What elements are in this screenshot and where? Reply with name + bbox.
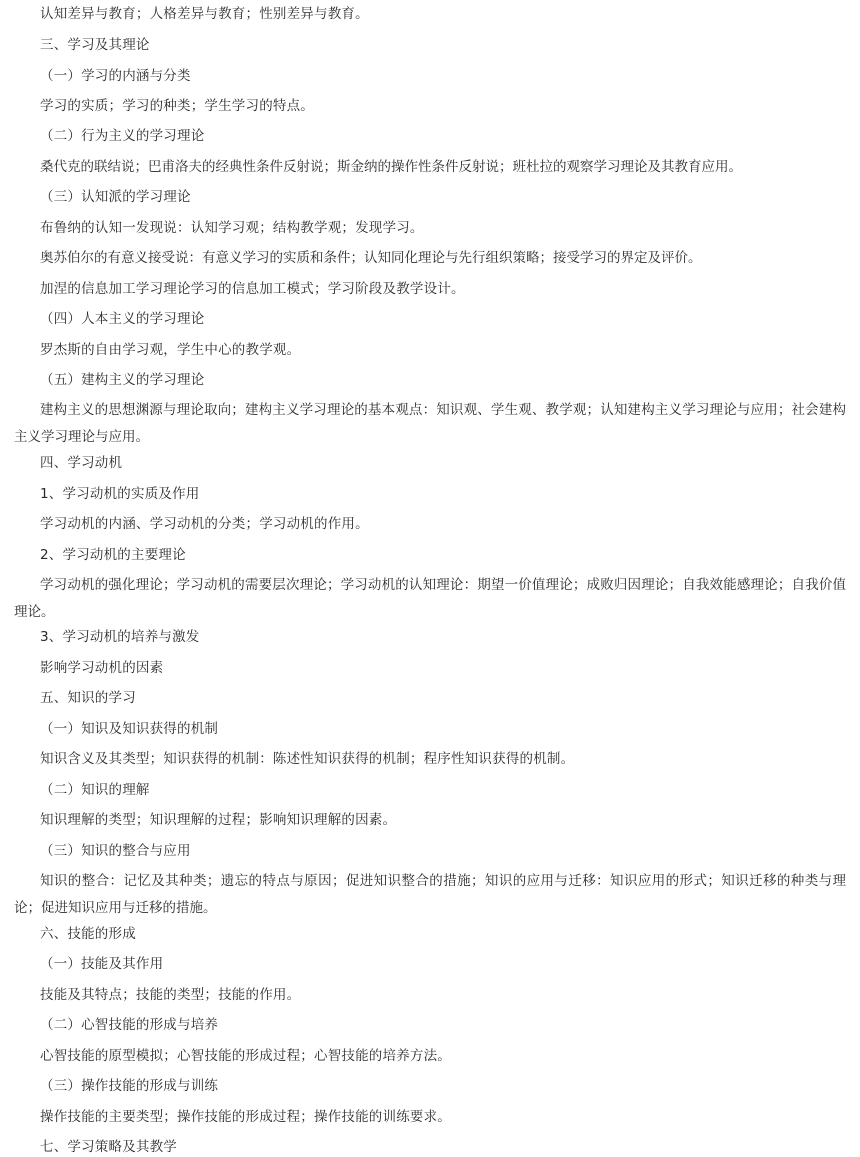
text-paragraph: 学习动机的强化理论；学习动机的需要层次理论；学习动机的认知理论：期望一价值理论；成败归因理论；自我效能感理论；自我价值理论。	[14, 577, 846, 620]
subsection-heading: （三）知识的整合与应用	[40, 843, 191, 859]
subsection-heading: （四）人本主义的学习理论	[40, 311, 205, 327]
text-line: 知识理解的类型；知识理解的过程；影响知识理解的因素。	[40, 812, 397, 828]
subsection-heading: （五）建构主义的学习理论	[40, 372, 205, 388]
text-line: 操作技能的主要类型；操作技能的形成过程；操作技能的训练要求。	[40, 1109, 451, 1125]
subsection-heading: （一）知识及知识获得的机制	[40, 721, 219, 737]
subsection-heading: （二）行为主义的学习理论	[40, 128, 205, 144]
section-heading: 四、学习动机	[40, 455, 123, 471]
text-line: 认知差异与教育；人格差异与教育；性别差异与教育。	[40, 6, 369, 22]
subsection-heading: （一）学习的内涵与分类	[40, 68, 191, 84]
text-paragraph: 知识的整合：记忆及其种类；遗忘的特点与原因；促进知识整合的措施；知识的应用与迁移：知识应用的形式；知识迁移的种类与理论；促进知识应用与迁移的措施。	[14, 873, 846, 916]
text-line: 桑代克的联结说；巴甫洛夫的经典性条件反射说；斯金纳的操作性条件反射说；班杜拉的观察学习理论及其教育应用。	[40, 159, 742, 175]
text-line: 知识含义及其类型；知识获得的机制：陈述性知识获得的机制；程序性知识获得的机制。	[40, 751, 575, 767]
text-line: 学习动机的内涵、学习动机的分类；学习动机的作用。	[40, 516, 369, 532]
text-line: 学习的实质；学习的种类；学生学习的特点。	[40, 98, 314, 114]
subsection-heading: 2、学习动机的主要理论	[40, 547, 186, 563]
section-heading: 五、知识的学习	[40, 690, 136, 706]
section-heading: 七、学习策略及其教学	[40, 1139, 177, 1155]
subsection-heading: （二）心智技能的形成与培养	[40, 1017, 219, 1033]
text-line: 心智技能的原型模拟；心智技能的形成过程；心智技能的培养方法。	[40, 1048, 451, 1064]
section-heading: 六、技能的形成	[40, 926, 136, 942]
subsection-heading: （三）操作技能的形成与训练	[40, 1078, 219, 1094]
subsection-heading: （二）知识的理解	[40, 782, 150, 798]
text-line: 布鲁纳的认知一发现说：认知学习观；结构教学观；发现学习。	[40, 220, 424, 236]
text-line: 罗杰斯的自由学习观，学生中心的教学观。	[40, 342, 301, 358]
subsection-heading: 1、学习动机的实质及作用	[40, 486, 200, 502]
text-line: 奥苏伯尔的有意义接受说：有意义学习的实质和条件；认知同化理论与先行组织策略；接受学习的界定及评价。	[40, 250, 702, 266]
subsection-heading: 3、学习动机的培养与激发	[40, 629, 200, 645]
text-line: 加涅的信息加工学习理论学习的信息加工模式；学习阶段及教学设计。	[40, 281, 465, 297]
text-line: 技能及其特点；技能的类型；技能的作用。	[40, 987, 301, 1003]
subsection-heading: （一）技能及其作用	[40, 956, 164, 972]
text-paragraph: 建构主义的思想渊源与理论取向；建构主义学习理论的基本观点：知识观、学生观、教学观；认知建构主义学习理论与应用；社会建构主义学习理论与应用。	[14, 402, 846, 445]
section-heading: 三、学习及其理论	[40, 37, 150, 53]
subsection-heading: （三）认知派的学习理论	[40, 189, 191, 205]
text-line: 影响学习动机的因素	[40, 660, 164, 676]
